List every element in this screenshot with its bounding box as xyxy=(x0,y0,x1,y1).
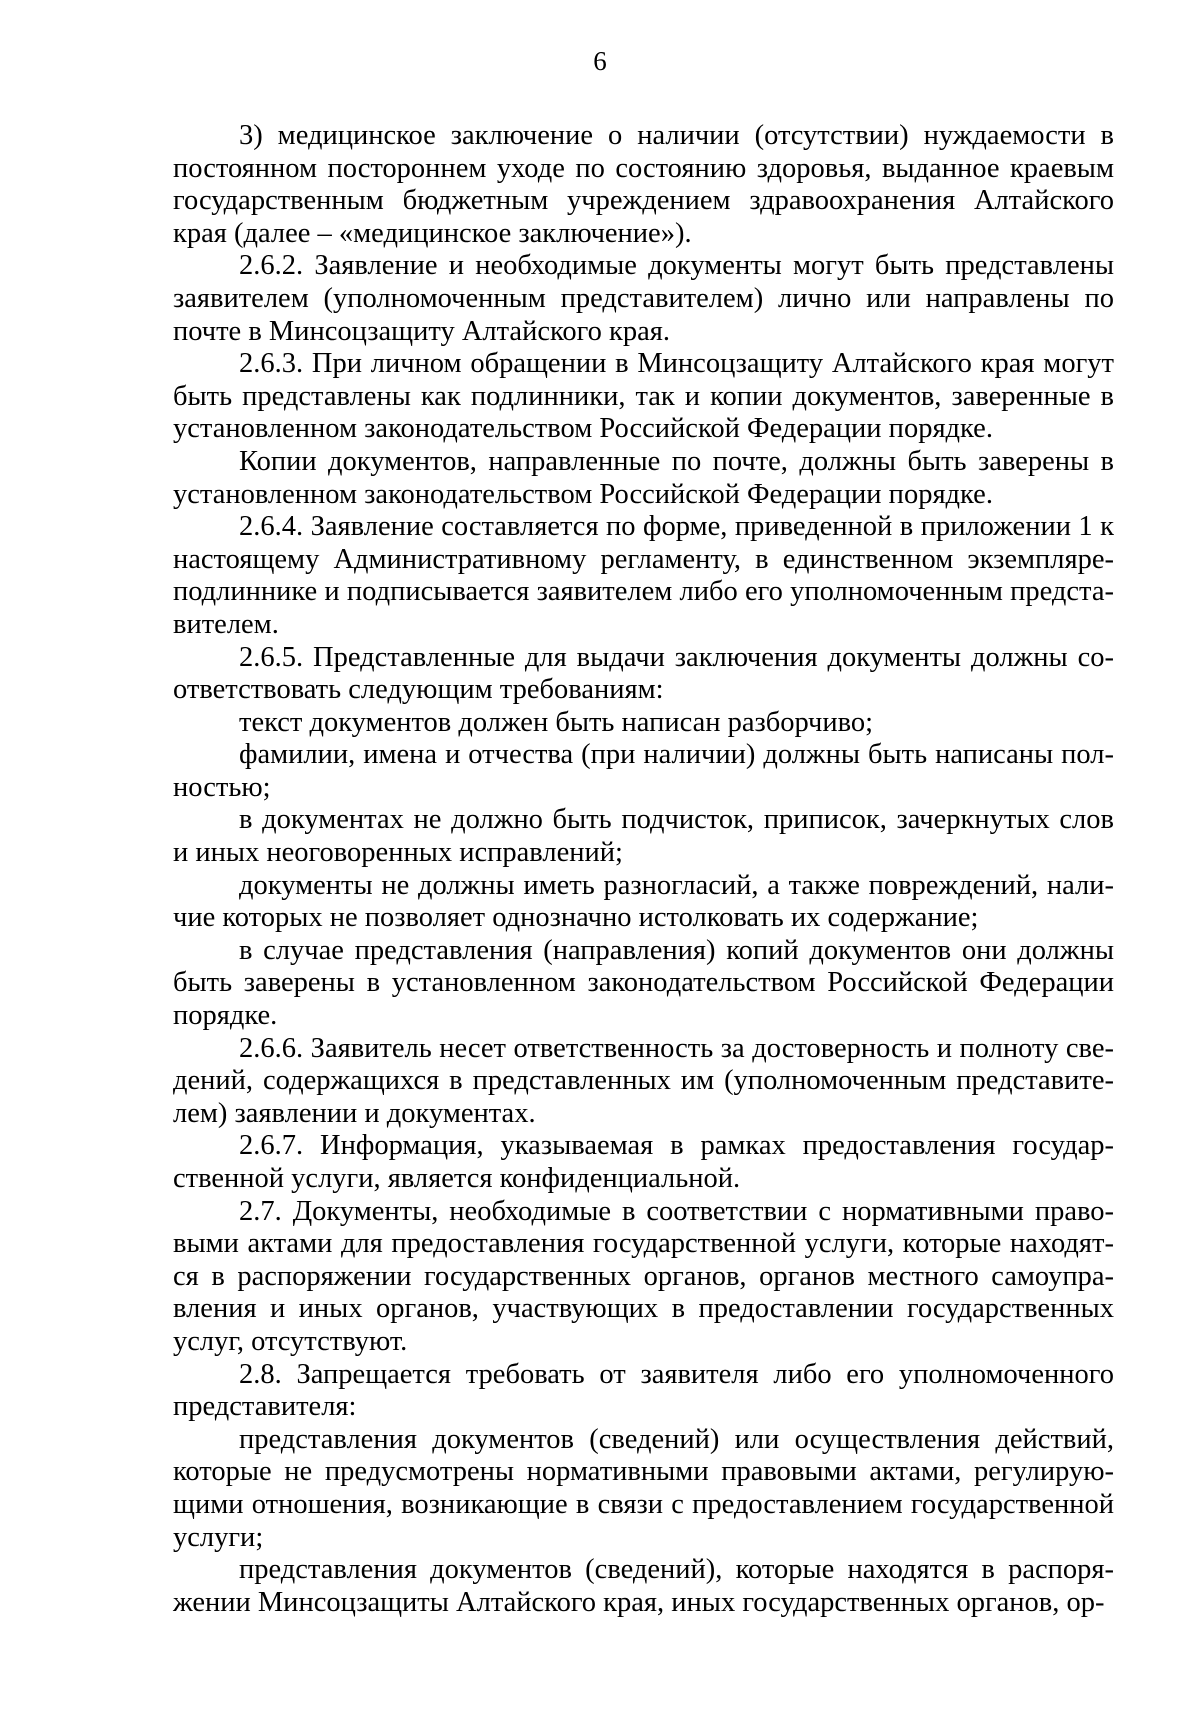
paragraph-copies-by-mail: Копии документов, направленные по почте, должны быть заверены в установленном законодательством Российской Федерации порядке. xyxy=(173,445,1114,510)
document-body xyxy=(173,120,1114,1619)
requirement-no-damage: документы не должны иметь разногласий, а также повреждений, наличие которых не позволяет однозначно истолковать их содержание; xyxy=(173,869,1114,934)
paragraph-2-6-5: 2.6.5. Представленные для выдачи заключения документы должны соответствовать следующим требованиям: xyxy=(173,641,1114,706)
requirement-full-names: фамилии, имена и отчества (при наличии) должны быть написаны полностью; xyxy=(173,739,1114,803)
prohibition-extra-documents: представления документов (сведений) или осуществления действий, которые не предусмотрены нормативными правовыми актами, регулирующими отношения, возникающие в связи с предоставлением государственной услуги; xyxy=(173,1423,1114,1553)
requirement-no-corrections: в документах не должно быть подчисток, приписок, зачеркнутых слов и иных неоговоренных исправлений; xyxy=(173,804,1114,869)
paragraph-2-6-6: 2.6.6. Заявитель несет ответственность за достоверность и полноту сведений, содержащихся в представленных им (уполномоченным представителем) заявлении и документах. xyxy=(173,1032,1114,1129)
paragraph-2-6-2: 2.6.2. Заявление и необходимые документы могут быть представлены заявителем (уполномоченным представителем) лично или направлены по почте в Минсоцзащиту Алтайского края. xyxy=(173,250,1114,347)
requirement-certified-copies: в случае представления (направления) копий документов они должны быть заверены в установленном законодательством Российской Федерации порядке. xyxy=(173,934,1114,1032)
paragraph-2-6-4: 2.6.4. Заявление составляется по форме, приведенной в приложении 1 к настоящему Административному регламенту, в единственном экземпляре-подлиннике и подписывается заявителем либо его уполномоченным представителем. xyxy=(173,511,1114,640)
paragraph-2-6-7: 2.6.7. Информация, указываемая в рамках предоставления государственной услуги, является конфиденциальной. xyxy=(173,1130,1114,1194)
paragraph-medical-conclusion: 3) медицинское заключение о наличии (отсутствии) нуждаемости в постоянном постороннем уходе по состоянию здоровья, выданное краевым государственным бюджетным учреждением здравоохранения Алтайского края (далее – «медицинское заключение»). xyxy=(173,120,1114,249)
requirement-legible-text: текст документов должен быть написан разборчиво; xyxy=(239,706,874,738)
paragraph-2-6-3: 2.6.3. При личном обращении в Минсоцзащиту Алтайского края могут быть представлены как подлинники, так и копии документов, заверенные в установленном законодательством Российской Федерации порядке. xyxy=(173,348,1114,445)
paragraph-2-7: 2.7. Документы, необходимые в соответствии с нормативными правовыми актами для предоставления государственной услуги, которые находятся в распоряжении государственных органов, органов местного самоуправления и иных органов, участвующих в предоставлении государственных услуг, отсутствуют. xyxy=(173,1195,1114,1357)
prohibition-existing-documents: представления документов (сведений), которые находятся в распоряжении Минсоцзащиты Алтайского края, иных государственных органов, ор- xyxy=(173,1554,1114,1618)
paragraph-2-8: 2.8. Запрещается требовать от заявителя либо его уполномоченного представителя: xyxy=(173,1358,1114,1423)
page-number: 6 xyxy=(593,46,607,76)
